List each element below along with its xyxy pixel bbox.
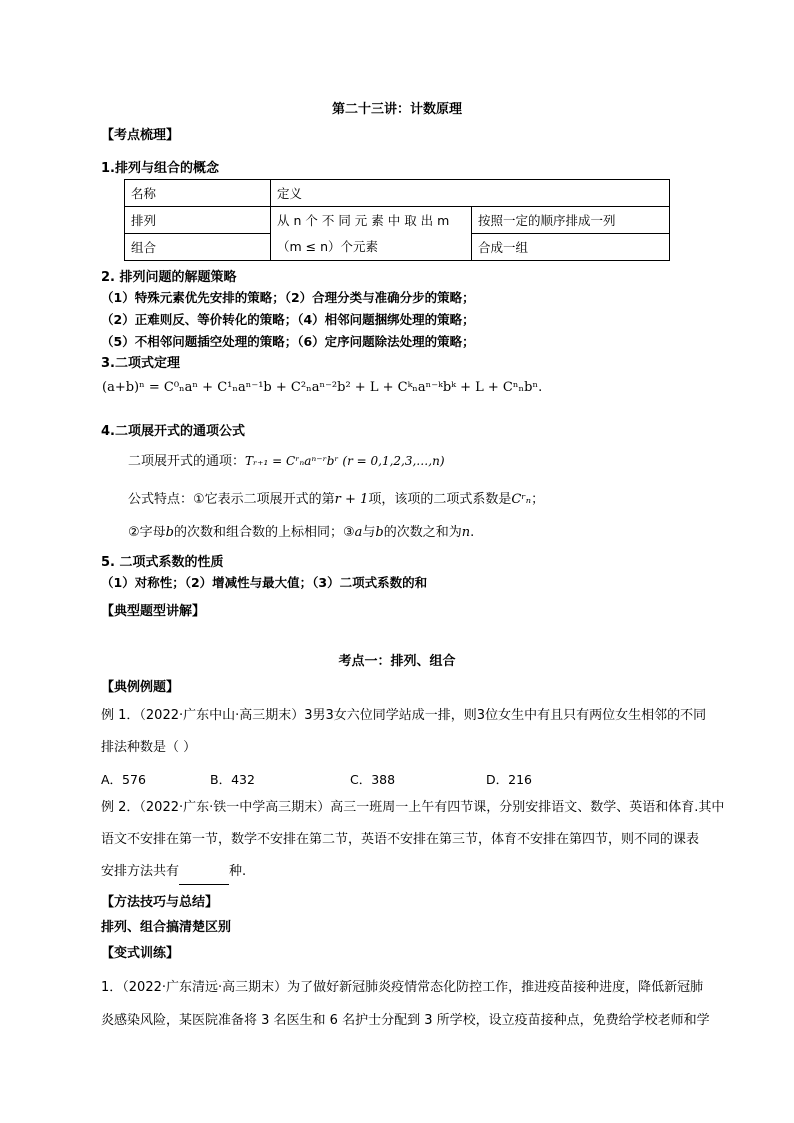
- method-text: 排列、组合搞清楚区别: [101, 920, 232, 935]
- example2-text: 安排方法共有: [101, 864, 180, 879]
- topic1-title: 考点一：排列、组合: [338, 654, 456, 669]
- feature-text: 公式特点：①它表示二项展开式的第: [128, 492, 335, 507]
- option-b: B．432: [210, 772, 255, 787]
- table-header-name: 名称: [125, 180, 271, 207]
- example2-line2: 语文不安排在第一节，数学不安排在第二节，英语不安排在第三节，体育不安排在第四节，则不同的课表: [101, 832, 700, 847]
- feature-var: b: [375, 525, 384, 540]
- example1-line1: 例 1．（2022·广东中山·高三期末）3男3女六位同学站成一排，则3位女生中有且只有两位女生相邻的不同: [101, 708, 707, 723]
- page-title: 第二十三讲：计数原理: [331, 102, 462, 117]
- definition-table: [124, 179, 670, 261]
- option-c: C．388: [350, 772, 396, 787]
- general-term-line: [128, 448, 445, 475]
- formula-feature-line2: [128, 520, 474, 546]
- s2-line: （5）不相邻问题插空处理的策略；（6）定序问题除法处理的策略；: [101, 334, 475, 349]
- question1-line2: 炎感染风险，某医院准备将 3 名医生和 6 名护士分配到 3 所学校，设立疫苗接种点，免费给学校老师和学: [101, 1013, 710, 1028]
- s4-heading: 4.二项展开式的通项公式: [101, 424, 245, 439]
- s5-line: （1）对称性；（2）增减性与最大值；（3）二项式系数的和: [101, 575, 428, 590]
- s2-heading: 2. 排列问题的解题策略: [101, 270, 237, 285]
- section-examples-heading: 【典型题型讲解】: [101, 604, 206, 619]
- table-cell-shared-definition: [271, 207, 472, 261]
- feature-text: .: [470, 525, 475, 540]
- option-a: A．576: [101, 772, 146, 787]
- feature-text: 项，该项的二项式系数是: [368, 492, 512, 507]
- table-row: [125, 180, 670, 207]
- example1-line2: 排法种数是（ ）: [101, 740, 197, 755]
- example2-text: 种.: [229, 864, 247, 879]
- s2-line: （1）特殊元素优先安排的策略；（2）合理分类与准确分步的策略；: [101, 290, 475, 305]
- general-term-formula: Tᵣ₊₁ = Cʳₙaⁿ⁻ʳbʳ (r = 0,1,2,3,…,n): [245, 454, 445, 468]
- example2-line1: 例 2．（2022·广东·铁一中学高三期末）高三一班周一上午有四节课，分别安排语文、数学、英语和体育.其中: [101, 800, 725, 815]
- feature-text: ；: [531, 492, 545, 507]
- question1-line1: 1．（2022·广东清远·高三期末）为了做好新冠肺炎疫情常态化防控工作，推进疫苗接种进度，降低新冠肺: [101, 980, 704, 995]
- example2-line3: [101, 859, 246, 885]
- variant-heading: 【变式训练】: [101, 946, 180, 961]
- answer-blank[interactable]: [179, 870, 229, 885]
- table-header-definition: 定义: [271, 180, 670, 207]
- section-review-heading: 【考点梳理】: [101, 128, 180, 143]
- table-cell-permutation: 排列: [125, 207, 271, 234]
- method-heading: 【方法技巧与总结】: [101, 895, 219, 910]
- feature-text: ②字母: [128, 525, 166, 540]
- feature-var: b: [165, 525, 174, 540]
- s1-heading: 1.排列与组合的概念: [101, 161, 219, 176]
- table-cell-permutation-def: 按照一定的顺序排成一列: [472, 207, 670, 234]
- s2-line: （2）正难则反、等价转化的策略；（4）相邻问题捆绑处理的策略；: [101, 312, 475, 327]
- table-row: [125, 207, 670, 234]
- shared-def-line1: 从 n 个 不 同 元 素 中 取 出 m: [277, 212, 450, 228]
- table-cell-combination-def: 合成一组: [472, 234, 670, 261]
- shared-def-line2: （m ≤ n）个元素: [277, 238, 379, 254]
- table-cell-combination: 组合: [125, 234, 271, 261]
- feature-text: 与: [362, 525, 376, 540]
- typical-example-heading: 【典例例题】: [101, 680, 180, 695]
- feature-coef: Cʳₙ: [511, 492, 532, 507]
- s3-heading: 3.二项式定理: [101, 356, 180, 371]
- feature-text: 的次数和组合数的上标相同；③: [173, 525, 355, 540]
- feature-var: n: [461, 525, 471, 540]
- s5-heading: 5. 二项式系数的性质: [101, 555, 224, 570]
- option-d: D．216: [486, 772, 532, 787]
- feature-text: 的次数之和为: [383, 525, 462, 540]
- feature-var: a: [354, 525, 363, 540]
- binomial-theorem-formula: (a+b)ⁿ = C⁰ₙaⁿ + C¹ₙaⁿ⁻¹b + C²ₙaⁿ⁻²b² + L + Cᵏₙaⁿ⁻ᵏbᵏ + L + Cⁿₙbⁿ.: [102, 380, 543, 395]
- general-term-prefix: 二项展开式的通项：: [128, 454, 246, 469]
- feature-math: r + 1: [334, 492, 369, 507]
- formula-feature-line1: [128, 487, 544, 513]
